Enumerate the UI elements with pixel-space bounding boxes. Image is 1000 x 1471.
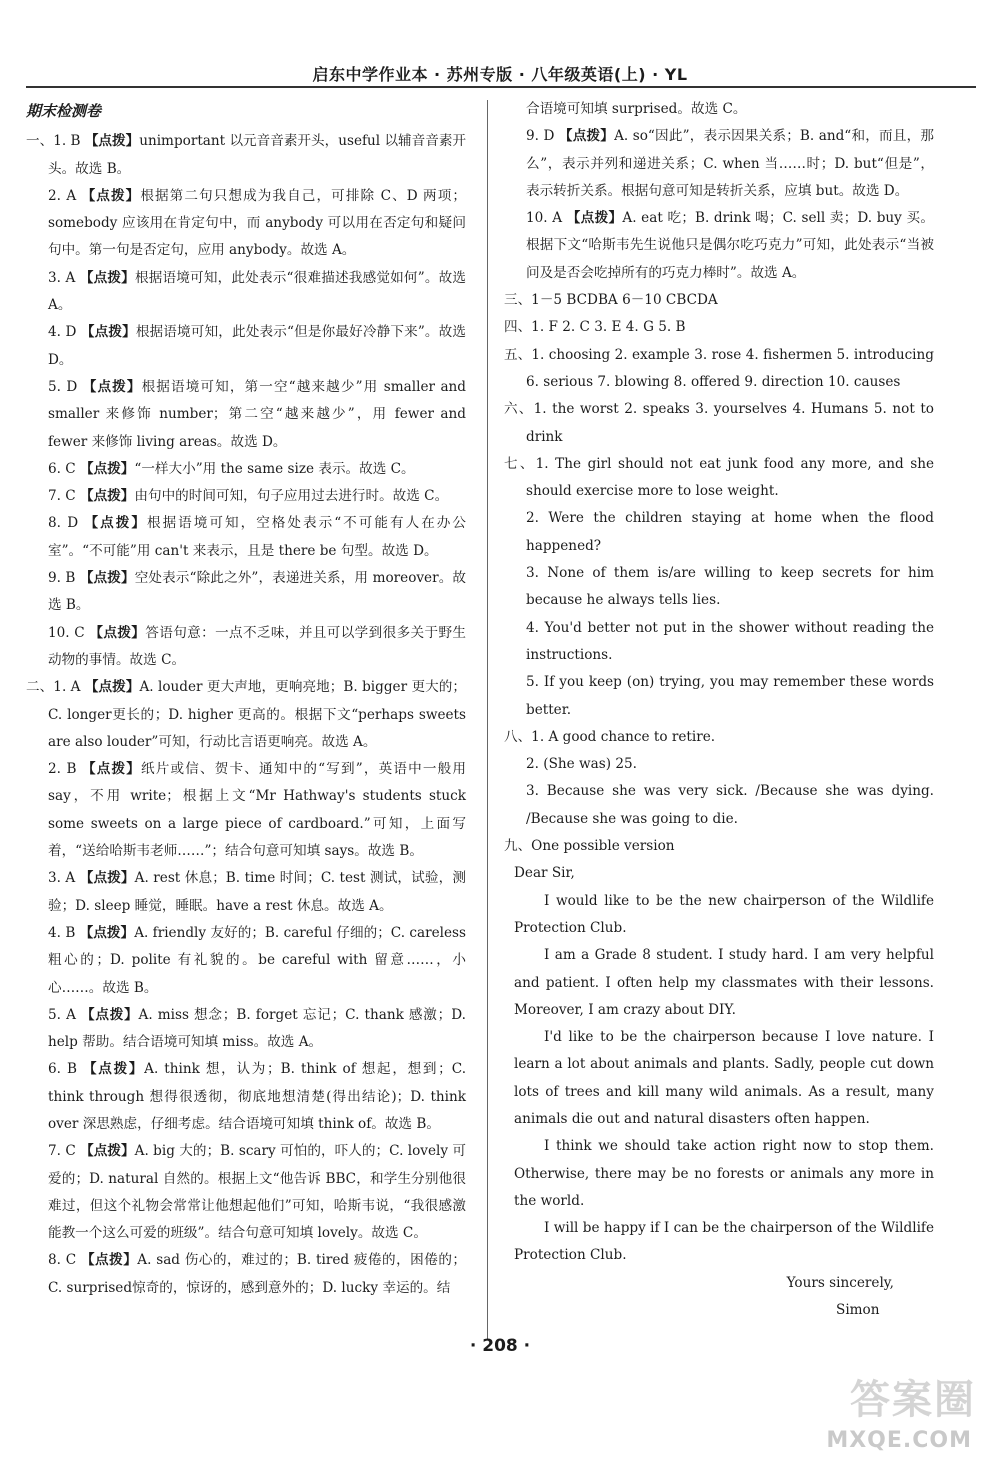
page-header: 启东中学作业本 · 苏州专版 · 八年级英语(上) · YL [312,65,688,84]
answer-item: 3. A 【点拨】根据语境可知，此处表示“很难描述我感觉如何”。故选 A。 [48,269,466,314]
hint-marker: 【点拨】 [558,128,615,145]
answer-item: 6. B 【点拨】A. think 想，认为；B. think of 想起，想到；C. think through 想得很透彻，彻底地想清楚(得出结论)；D. think over 深思熟虑，仔细考虑。结合语境可知填 think of。故选 B。 [48,1061,467,1132]
answer-item: 合语境可知填 surprised。故选 C。 [526,101,747,117]
letter-greeting: Dear Sir, [514,865,575,882]
hint-marker: 【点拨】 [79,870,135,887]
header-rule [26,86,976,88]
answer-item: 3. A 【点拨】A. rest 休息；B. time 时间；C. test 测试，试验，测验；D. sleep 睡觉，睡眠。have a rest 休息。故选 A。 [48,870,466,914]
hint-marker: 【点拨】 [81,1006,139,1023]
answer-item: 3. None of them is/are willing to keep secrets for him because he always tells lies. [526,565,934,609]
hint-marker: 【点拨】 [80,488,135,505]
answer-item: 8. D 【点拨】根据语境可知，空格处表示“不可能有人在办公室”。“不可能”用 can't 来表示，且是 there be 句型。故选 D。 [48,515,467,559]
letter-paragraph: I am a Grade 8 student. I study hard. I am very helpful and patient. I often help my classmates with their lessons. Moreover, I am crazy about DIY. [514,947,934,1018]
hint-marker: 【点拨】 [79,924,135,941]
answer-item: 4. B 【点拨】A. friendly 友好的；B. careful 仔细的；C. careless 粗心的；D. polite 有礼貌的。be careful with 留意……，小心……。故选 B。 [48,924,466,996]
answer-item: 8. C 【点拨】A. sad 伤心的，难过的；B. tired 疲倦的，困倦的；C. surprised惊奇的，惊讶的，感到意外的；D. lucky 幸运的。结 [48,1252,466,1296]
hint-marker: 【点拨】 [82,378,142,395]
answer-item: 七、1. The girl should not eat junk food any more, and she should exercise more to lose weight. [504,455,934,500]
answer-item: 2. B 【点拨】纸片或信、贺卡、通知中的“写到”，英语中一般用 say，不用 write；根据上文“Mr Hathway's students stuck some sweets on a large piece of cardboard.”可知，上面写着，“送给哈斯韦老师……”；结合句意可知填 says。故选 B。 [48,761,466,860]
answer-item: 2. A 【点拨】根据第二句只想成为我自己，可排除 C、D 两项；somebody 应该用在肯定句中，而 anybody 可以用在否定句和疑问句中。第一句是否定句，应用 anybody。故选 A。 [48,187,466,259]
letter-signature: Simon [836,1302,880,1319]
letter-paragraph: I will be happy if I can be the chairperson of the Wildlife Protection Club. [514,1220,934,1264]
hint-marker: 【点拨】 [84,133,140,150]
hint-marker: 【点拨】 [81,187,141,204]
answer-item: 一、1. B 【点拨】unimportant 以元音音素开头，useful 以辅音音素开头。故选 B。 [26,133,467,177]
answer-item: 7. C 【点拨】A. big 大的；B. scary 可怕的，吓人的；C. lovely 可爱的；D. natural 自然的。根据上文“他告诉 BBC，和学生分别他很难过，但这个礼物会常常让他想起他们”可知，哈斯韦说，“我很感激能教一个这么可爱的班级”。结合句意可知填 lovely。故选 C。 [48,1143,466,1242]
hint-marker: 【点拨】 [89,624,146,641]
answer-item: 八、1. A good chance to retire. [504,728,716,745]
hint-marker: 【点拨】 [566,210,623,227]
answer-item: 4. You'd better not put in the shower without reading the instructions. [526,619,934,663]
hint-marker: 【点拨】 [80,1143,135,1160]
watermark-cn: 答案圈 [850,1377,976,1423]
answer-item: 9. D 【点拨】A. so“因此”，表示因果关系；B. and“和，而且，那么”，表示并列和递进关系；C. when 当……时；D. but“但是”，表示转折关系。根据句意可知是转折关系，应填 but。故选 D。 [526,128,934,199]
answer-item: 5. D 【点拨】根据语境可知，第一空“越来越少”用 smaller and smaller 来修饰 number；第二空“越来越少”，用 fewer and fewer 来修饰 living areas。故选 D。 [48,378,467,450]
answer-item: 5. If you keep (on) trying, you may remember these words better. [526,674,934,718]
section-title: 期末检测卷 [26,102,102,120]
hint-marker: 【点拨】 [80,324,136,341]
answer-item: 二、1. A 【点拨】A. louder 更大声地，更响亮地；B. bigger 更大的；C. longer更长的；D. higher 更高的。根据下文“perhaps sweets are also louder”可知，行动比言语更响亮。故选 A。 [26,679,467,750]
letter-paragraph: I would like to be the new chairperson of the Wildlife Protection Club. [514,892,934,936]
answer-item: 四、1. F 2. C 3. E 4. G 5. B [504,319,686,336]
answer-item: 2. (She was) 25. [526,756,637,773]
hint-marker: 【点拨】 [84,515,147,532]
answer-item: 3. Because she was very sick. /Because she was dying. /Because she was going to die. [526,783,934,827]
letter-paragraph: I'd like to be the chairperson because I love nature. I learn a lot about animals and plants. Sadly, people cut down lots of trees and kill many wild animals. As a result, many animals die out and natural disasters often happen. [514,1029,934,1127]
column-divider [487,100,488,1340]
answer-item: 4. D 【点拨】根据语境可知，此处表示“但是你最好冷静下来”。故选 D。 [48,324,467,368]
answer-item: 三、1－5 BCDBA 6－10 CBCDA [504,292,718,309]
hint-marker: 【点拨】 [79,570,135,587]
answer-item: 2. Were the children staying at home when the flood happened? [526,510,934,554]
hint-marker: 【点拨】 [79,269,135,286]
letter-closing: Yours sincerely, [786,1274,894,1291]
answer-item: 10. A 【点拨】A. eat 吃；B. drink 喝；C. sell 卖；D. buy 买。根据下文“哈斯韦先生说他只是偶尔吃巧克力”可知，此处表示“当被问及是否会吃掉所有的巧克力棒时”。故选 A。 [526,210,935,281]
hint-marker: 【点拨】 [80,1252,138,1269]
answer-item: 9. B 【点拨】空处表示“除此之外”，表递进关系，用 moreover。故选 B。 [48,570,467,614]
answer-item: 九、One possible version [504,838,675,855]
answer-item: 7. C 【点拨】由句中的时间可知，句子应用过去进行时。故选 C。 [48,488,449,505]
answer-item: 6. C 【点拨】“一样大小”用 the same size 表示。故选 C。 [48,460,415,477]
answer-item: 5. A 【点拨】A. miss 想念；B. forget 忘记；C. thank 感激；D. help 帮助。结合语境可知填 miss。故选 A。 [48,1006,466,1051]
page-number: · 208 · [469,1336,531,1356]
sample-letter [504,860,934,1324]
hint-marker: 【点拨】 [83,1061,145,1078]
letter-paragraph: I think we should take action right now to stop them. Otherwise, there may be no forests or animals any more in the world. [514,1138,934,1209]
watermark-logo [820,1377,990,1461]
right-column [504,96,934,1324]
answer-item: 10. C 【点拨】答语句意：一点不乏味，并且可以学到很多关于野生动物的事情。故选 C。 [48,624,467,668]
hint-marker: 【点拨】 [80,460,135,477]
watermark-url: MXQE.COM [826,1428,972,1453]
hint-marker: 【点拨】 [84,679,140,696]
hint-marker: 【点拨】 [81,761,141,778]
answer-item: 五、1. choosing 2. example 3. rose 4. fishermen 5. introducing 6. serious 7. blowing 8. offered 9. direction 10. causes [504,346,934,390]
left-column [26,96,466,1302]
answer-item: 六、1. the worst 2. speaks 3. yourselves 4. Humans 5. not to drink [504,401,934,445]
